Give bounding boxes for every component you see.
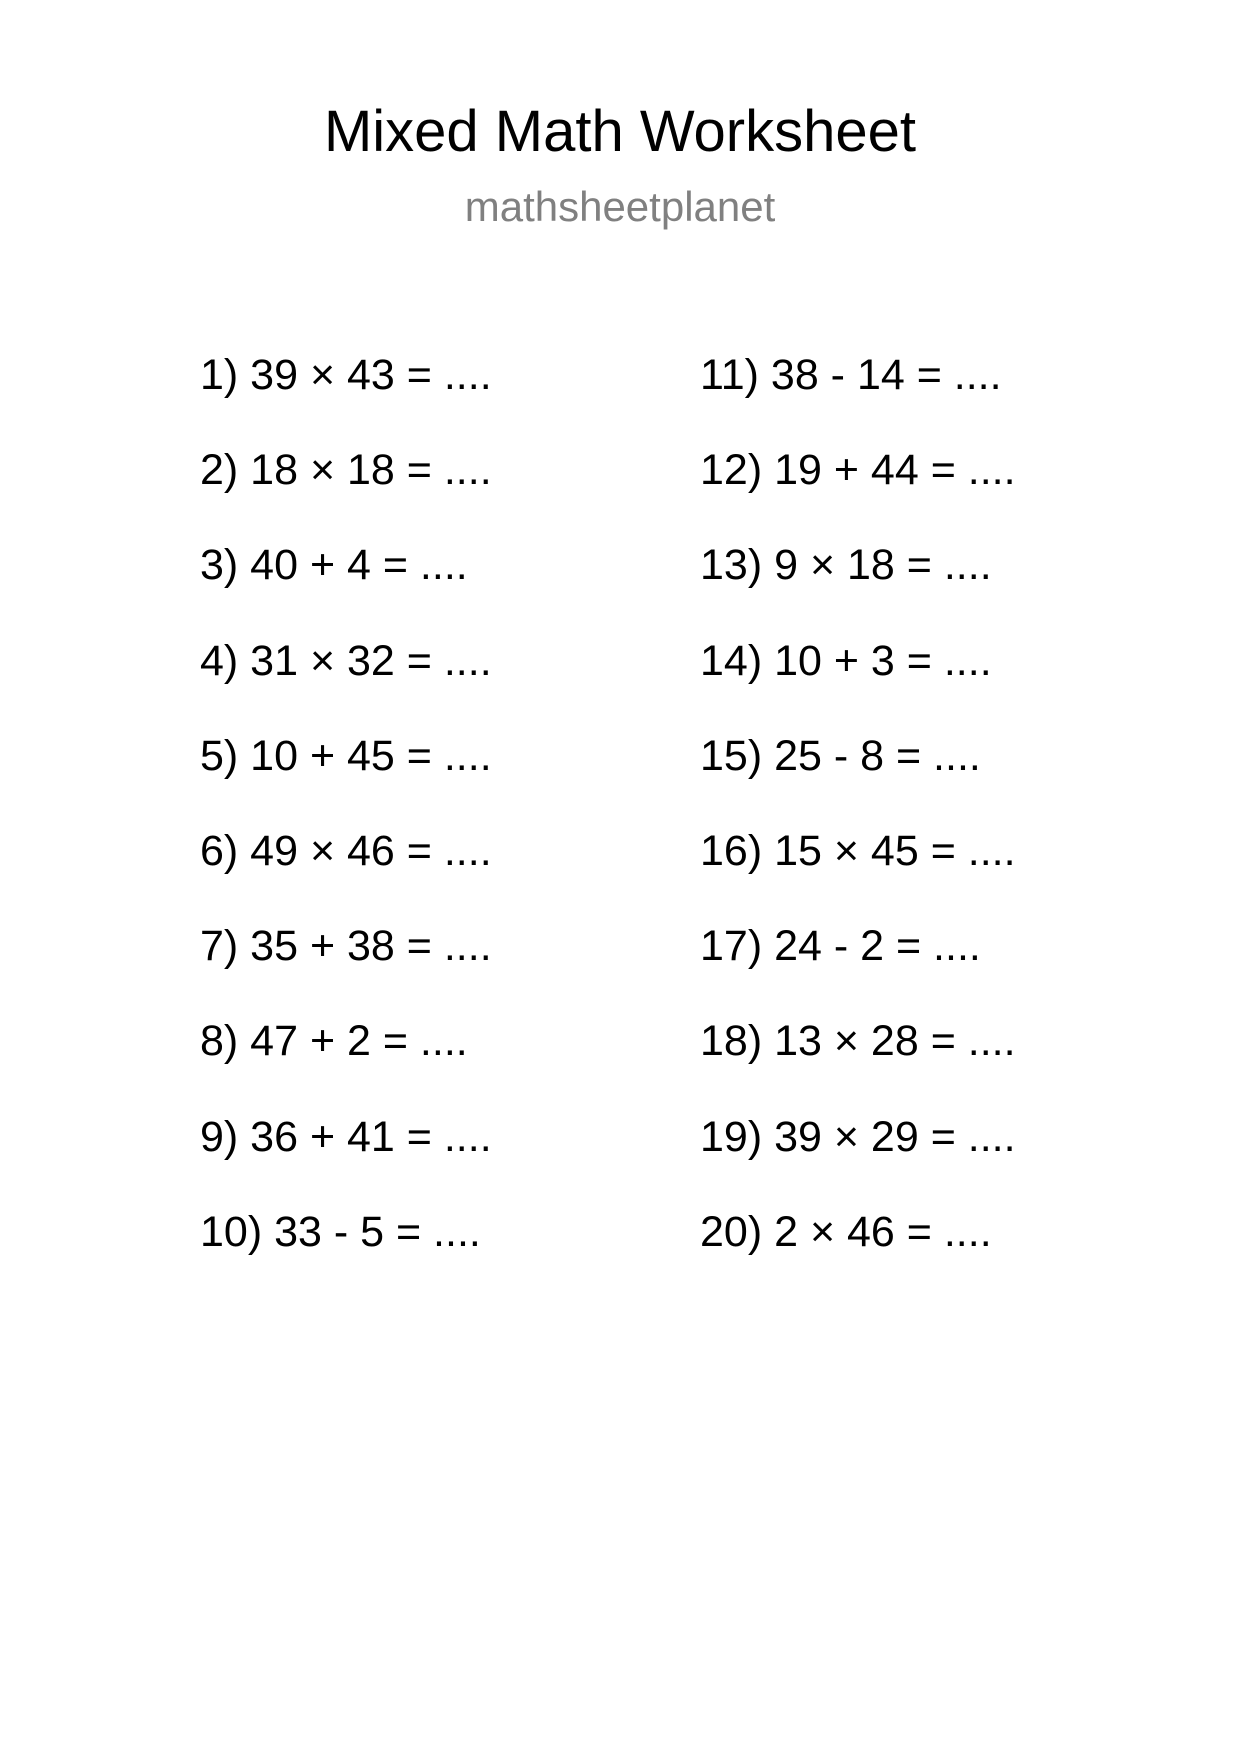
problem-item: 7) 35 + 38 = .... (200, 922, 492, 971)
problem-item: 3) 40 + 4 = .... (200, 541, 468, 590)
problem-item: 19) 39 × 29 = .... (700, 1112, 1016, 1161)
problem-item: 15) 25 - 8 = .... (700, 731, 981, 780)
problem-item: 14) 10 + 3 = .... (700, 636, 992, 685)
problem-item: 16) 15 × 45 = .... (700, 826, 1016, 875)
problems-column-left (200, 350, 492, 1302)
problems-column-right (700, 350, 1016, 1302)
problem-item: 20) 2 × 46 = .... (700, 1207, 992, 1256)
problem-item: 18) 13 × 28 = .... (700, 1017, 1016, 1066)
problem-item: 10) 33 - 5 = .... (200, 1207, 481, 1256)
problem-item: 9) 36 + 41 = .... (200, 1112, 492, 1161)
problem-item: 17) 24 - 2 = .... (700, 922, 981, 971)
page-title: Mixed Math Worksheet (323, 99, 917, 164)
problem-item: 6) 49 × 46 = .... (200, 826, 492, 875)
problem-item: 12) 19 + 44 = .... (700, 446, 1016, 495)
problem-item: 4) 31 × 32 = .... (200, 636, 492, 685)
problem-item: 11) 38 - 14 = .... (700, 351, 1002, 399)
problem-item: 2) 18 × 18 = .... (200, 446, 492, 495)
source-label: mathsheetplanet (464, 183, 776, 230)
problem-item: 8) 47 + 2 = .... (200, 1017, 468, 1066)
problem-item: 13) 9 × 18 = .... (700, 541, 992, 590)
problem-item: 1) 39 × 43 = .... (200, 351, 492, 399)
problem-item: 5) 10 + 45 = .... (200, 731, 492, 780)
